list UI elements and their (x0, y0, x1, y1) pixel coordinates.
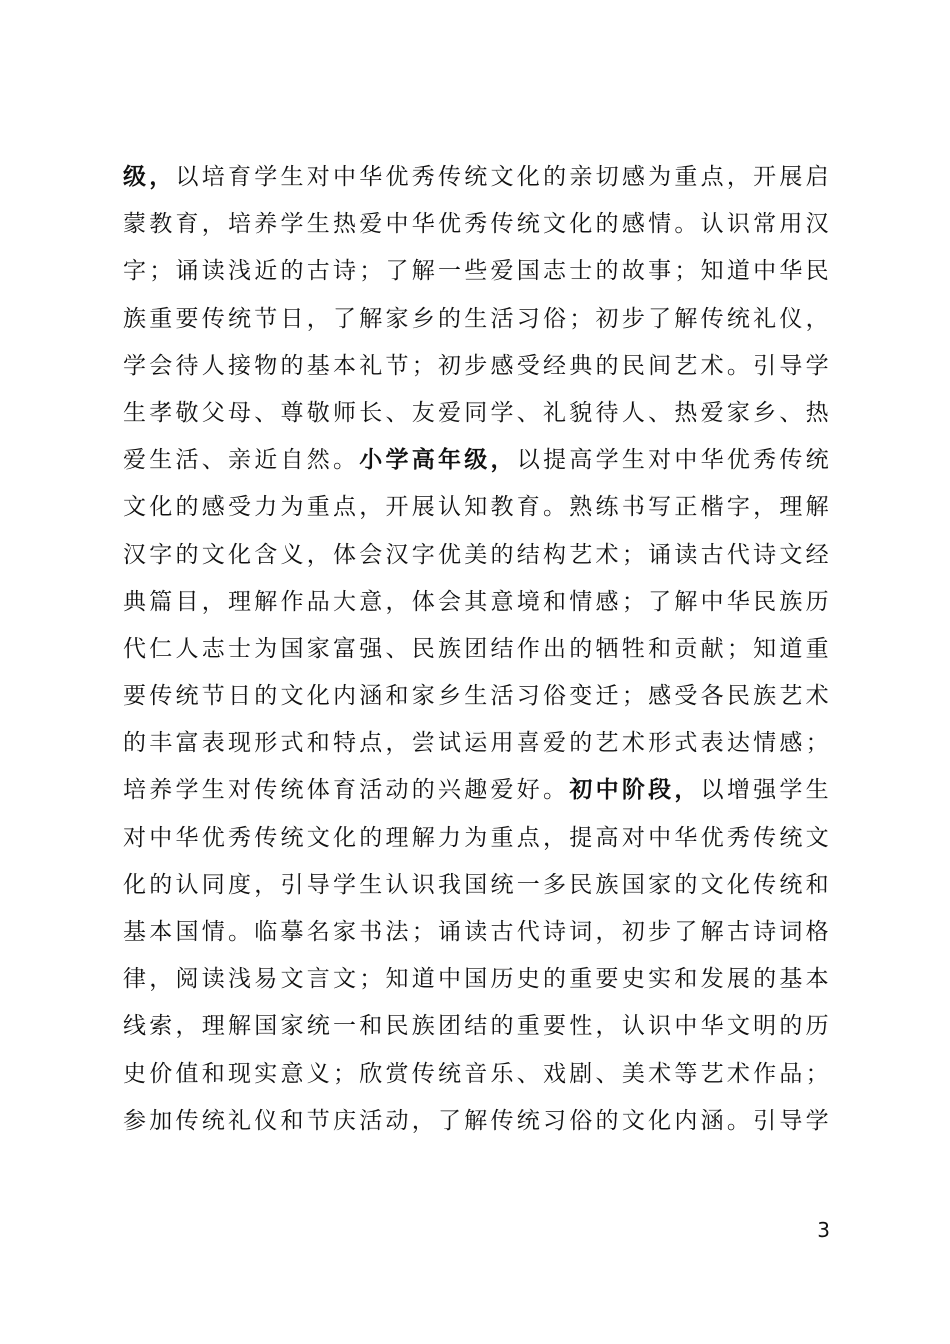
body-paragraph (123, 154, 829, 1145)
text-line (123, 815, 829, 862)
text-line (123, 579, 829, 626)
text-run: 汉字的文化含义，体会汉字优美的结构艺术；诵读古代诗文经 (123, 541, 829, 568)
text-run: 的丰富表现形式和特点，尝试运用喜爱的艺术形式表达情感； (123, 730, 829, 757)
text-line (123, 484, 829, 531)
text-run: 对中华优秀传统文化的理解力为重点，提高对中华优秀传统文 (123, 824, 829, 851)
text-run: 以培育学生对中华优秀传统文化的亲切感为重点，开展启 (175, 164, 829, 190)
text-run: 文化的感受力为重点，开展认知教育。熟练书写正楷字，理解 (123, 494, 829, 521)
text-line (123, 767, 829, 814)
text-line (123, 909, 829, 956)
page-number: 3 (817, 1218, 830, 1242)
bold-heading-phrase: 小学高年级， (359, 447, 517, 474)
text-line (123, 437, 829, 484)
text-run: 典篇目，理解作品大意，体会其意境和情感；了解中华民族历 (123, 588, 829, 615)
text-run: 蒙教育，培养学生热爱中华优秀传统文化的感情。认识常用汉 (123, 211, 829, 238)
text-run: 史价值和现实意义；欣赏传统音乐、戏剧、美术等艺术作品； (123, 1060, 829, 1087)
text-run: 要传统节日的文化内涵和家乡生活习俗变迁；感受各民族艺术 (123, 683, 829, 710)
text-line (123, 626, 829, 673)
text-line (123, 343, 829, 390)
bold-heading-phrase: 级， (123, 164, 176, 190)
text-run: 培养学生对传统体育活动的兴趣爱好。 (123, 777, 570, 804)
text-line (123, 862, 829, 909)
text-run: 以提高学生对中华优秀传统 (516, 447, 829, 474)
text-line (123, 720, 829, 767)
text-run: 以增强学生 (700, 777, 830, 804)
text-run: 律，阅读浅易文言文；知道中国历史的重要史实和发展的基本 (123, 966, 829, 993)
text-run: 生孝敬父母、尊敬师长、友爱同学、礼貌待人、热爱家乡、热 (123, 399, 829, 426)
text-run: 线索，理解国家统一和民族团结的重要性，认识中华文明的历 (123, 1013, 829, 1040)
text-run: 化的认同度，引导学生认识我国统一多民族国家的文化传统和 (123, 871, 829, 898)
text-line (123, 1051, 829, 1098)
text-line (123, 296, 829, 343)
text-line (123, 532, 829, 579)
text-line (123, 956, 829, 1003)
text-line (123, 1098, 829, 1145)
text-run: 代仁人志士为国家富强、民族团结作出的牺牲和贡献；知道重 (123, 635, 829, 662)
text-line (123, 154, 829, 201)
text-line (123, 248, 829, 295)
text-run: 族重要传统节日，了解家乡的生活习俗；初步了解传统礼仪， (123, 305, 829, 332)
text-line (123, 1003, 829, 1050)
text-line (123, 673, 829, 720)
bold-heading-phrase: 初中阶段， (569, 777, 701, 804)
text-run: 爱生活、亲近自然。 (123, 447, 360, 474)
text-line (123, 201, 829, 248)
text-run: 参加传统礼仪和节庆活动，了解传统习俗的文化内涵。引导学 (123, 1107, 829, 1134)
text-line (123, 390, 829, 437)
text-run: 字；诵读浅近的古诗；了解一些爱国志士的故事；知道中华民 (123, 258, 829, 285)
text-run: 基本国情。临摹名家书法；诵读古代诗词，初步了解古诗词格 (123, 919, 829, 945)
text-run: 学会待人接物的基本礼节；初步感受经典的民间艺术。引导学 (123, 352, 829, 379)
